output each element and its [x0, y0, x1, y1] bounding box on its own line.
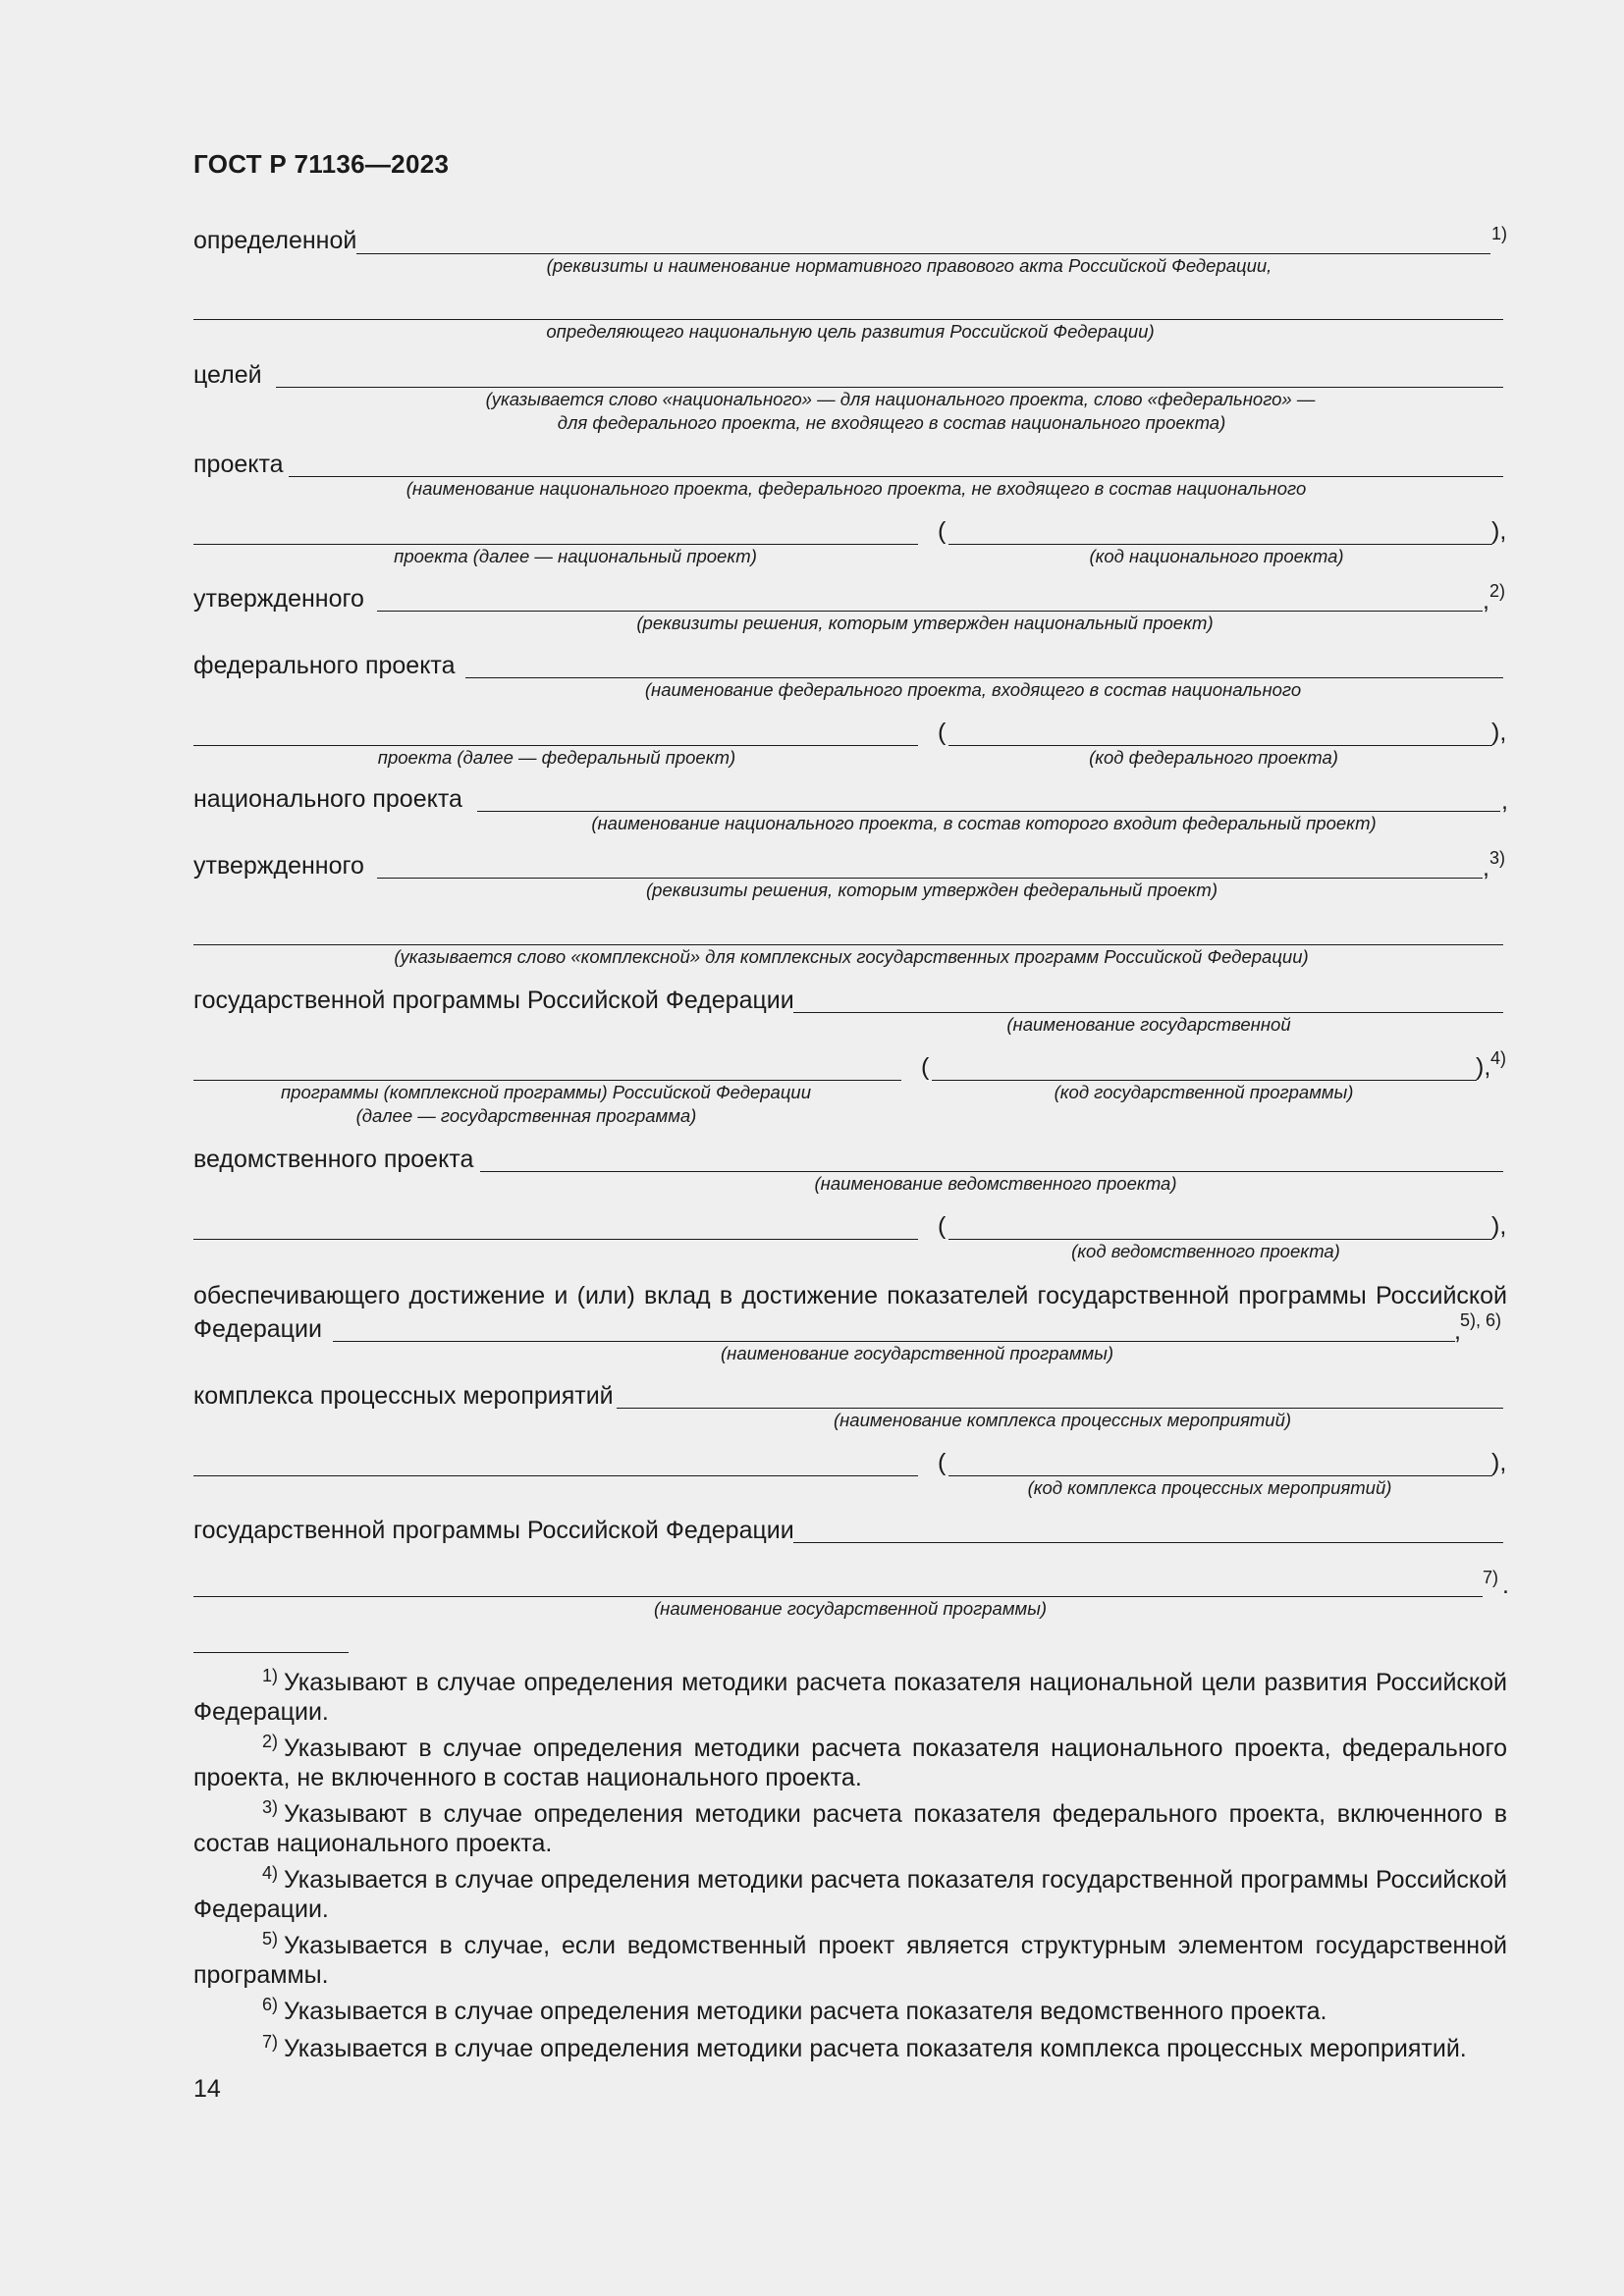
- caption-natsional-tsel: определяющего национальную цель развития Российской Федерации): [546, 321, 1155, 342]
- caption-slovo-natsionalnogo-2: для федерального проекта, не входящего в состав национального проекта): [557, 412, 1226, 433]
- field-tseley-line: [276, 387, 1503, 388]
- field-vp-name-line: [193, 1239, 918, 1240]
- paren-open: (: [938, 1449, 947, 1476]
- footnote-ref-7: 7): [1483, 1568, 1499, 1587]
- field-kpm-code-line: [948, 1475, 1492, 1476]
- field-gp-line: [793, 1012, 1503, 1013]
- footnote-ref-5-6: 5), 6): [1460, 1310, 1502, 1330]
- caption-naimenovanie-gp-3: (наименование государственной программы): [654, 1598, 1047, 1619]
- caption-gp-kompleksnoy: программы (комплексной программы) Российской Федерации: [281, 1082, 811, 1102]
- field-kompleksnoy-line: [193, 944, 1503, 945]
- footnote-1: $^{1)}$ Указывают в случае определения методики расчета показателя национальной цели развития Российской Федерации.: [193, 1666, 1507, 1726]
- field-np-fp-line: [477, 811, 1500, 812]
- footnote-ref-2: 2): [1489, 581, 1506, 601]
- caption-naimenovanie-gp-2: (наименование государственной программы): [721, 1343, 1113, 1363]
- label-federatsii: Федерации: [193, 1315, 322, 1343]
- label-kompleksa: комплекса процессных мероприятий: [193, 1382, 614, 1410]
- field-gp-code-line: [932, 1080, 1477, 1081]
- paren-close: ),: [1476, 1053, 1491, 1081]
- paren-open: (: [938, 517, 947, 545]
- paren-open: (: [921, 1053, 930, 1081]
- caption-naimenovanie-vp: (наименование ведомственного проекта): [814, 1173, 1177, 1194]
- label-opredelennoy: определенной: [193, 227, 357, 254]
- label-natsionalnogo-proekta: национального проекта: [193, 785, 462, 813]
- footnote-ref-1: 1): [1491, 224, 1508, 243]
- document-title: ГОСТ Р 71136—2023: [193, 149, 450, 179]
- field-kpm-name-line: [193, 1475, 918, 1476]
- caption-naimenovanie-gp: (наименование государственной: [1006, 1014, 1291, 1035]
- label-vedomstvennogo-proekta: ведомственного проекта: [193, 1146, 474, 1173]
- footnote-6: $^{6)}$ Указывается в случае определения методики расчета показателя ведомственного проекта.: [262, 1995, 1327, 2025]
- footnote-2: $^{2)}$ Указывают в случае определения методики расчета показателя национального проекта, федерального проекта, не включенного в состав национального проекта.: [193, 1732, 1507, 1791]
- field-kpm-line: [617, 1408, 1503, 1409]
- field-gp-kpm-line-2: [193, 1596, 1483, 1597]
- footnote-7: $^{7)}$ Указывается в случае определения методики расчета показателя комплекса процессных мероприятий.: [262, 2032, 1467, 2062]
- label-utverzhdennogo-2: утвержденного: [193, 852, 364, 880]
- caption-naimenovanie-kpm: (наименование комплекса процессных мероприятий): [833, 1410, 1292, 1430]
- caption-kod-fp: (код федерального проекта): [1089, 747, 1338, 768]
- caption-kod-gp: (код государственной программы): [1054, 1082, 1354, 1102]
- field-gp-kpm-line: [793, 1542, 1503, 1543]
- field-vp-code-line: [948, 1239, 1492, 1240]
- field-fp-name-line: [193, 745, 918, 746]
- paren-close: ),: [1491, 517, 1507, 545]
- label-gos-programmy-2: государственной программы Российской Федерации: [193, 1517, 794, 1544]
- page-number: 14: [193, 2075, 221, 2103]
- caption-kod-np: (код национального проекта): [1089, 546, 1344, 566]
- comma: ,: [1501, 787, 1508, 815]
- field-rekvizity-np-line: [377, 611, 1483, 612]
- comma: ,: [1483, 587, 1489, 614]
- paren-close: ),: [1491, 1449, 1507, 1476]
- caption-kod-kpm: (код комплекса процессных мероприятий): [1027, 1477, 1392, 1498]
- field-npa-line: [356, 253, 1490, 254]
- label-gos-programmy: государственной программы Российской Федерации: [193, 987, 794, 1014]
- footnote-5: $^{5)}$ Указывается в случае, если ведомственный проект является структурным элементом государственной программы.: [193, 1929, 1507, 1989]
- field-proekta-line: [289, 476, 1503, 477]
- caption-np-dalee: проекта (далее — национальный проект): [394, 546, 757, 566]
- label-obespechivayushchego: обеспечивающего достижение и (или) вклад в достижение показателей государственной программы Российской: [193, 1282, 1507, 1309]
- caption-np-v-sostav: (наименование национального проекта, в состав которого входит федеральный проект): [591, 813, 1377, 833]
- paren-open: (: [938, 719, 947, 746]
- footnote-ref-3: 3): [1489, 848, 1506, 868]
- footnote-ref-4: 4): [1490, 1048, 1507, 1068]
- caption-slovo-natsionalnogo: (указывается слово «национального» — для национального проекта, слово «федерального» —: [485, 389, 1316, 409]
- field-gp-vp-line: [333, 1341, 1455, 1342]
- field-np-name-line: [193, 544, 918, 545]
- label-federalnogo-proekta: федерального проекта: [193, 652, 456, 679]
- footnote-separator: [193, 1652, 349, 1653]
- footnote-3: $^{3)}$ Указывают в случае определения методики расчета показателя федерального проекта, включенного в состав национального проекта.: [193, 1797, 1507, 1857]
- period: .: [1502, 1572, 1509, 1599]
- caption-rekvizity-fp: (реквизиты решения, которым утвержден федеральный проект): [646, 880, 1218, 900]
- caption-kod-vp: (код ведомственного проекта): [1071, 1241, 1340, 1261]
- paren-open: (: [938, 1212, 947, 1240]
- caption-naimenovanie-np: (наименование национального проекта, федерального проекта, не входящего в состав национального: [406, 478, 1307, 499]
- field-fp-code-line: [948, 745, 1492, 746]
- field-vp-line: [480, 1171, 1503, 1172]
- comma: ,: [1483, 854, 1489, 881]
- field-rekvizity-fp-line: [377, 878, 1483, 879]
- field-gp-name-line: [193, 1080, 901, 1081]
- comma: ,: [1454, 1317, 1461, 1345]
- footnote-4: $^{4)}$ Указывается в случае определения методики расчета показателя государственной программы Российской Федерации.: [193, 1863, 1507, 1923]
- label-utverzhdennogo: утвержденного: [193, 585, 364, 613]
- caption-gp-dalee: (далее — государственная программа): [355, 1105, 697, 1126]
- paren-close: ),: [1491, 1212, 1507, 1240]
- field-np-code-line: [948, 544, 1492, 545]
- caption-npa: (реквизиты и наименование нормативного правового акта Российской Федерации,: [546, 255, 1272, 276]
- caption-fp-dalee: проекта (далее — федеральный проект): [377, 747, 736, 768]
- field-npa-line-2: [193, 319, 1503, 320]
- caption-rekvizity-np: (реквизиты решения, которым утвержден национальный проект): [636, 613, 1214, 633]
- caption-slovo-kompleksnoy: (указывается слово «комплексной» для комплексных государственных программ Российской Федерации): [394, 946, 1309, 967]
- caption-naimenovanie-fp: (наименование федерального проекта, входящего в состав национального: [644, 679, 1302, 700]
- label-proekta: проекта: [193, 451, 284, 478]
- field-fp-line: [465, 677, 1503, 678]
- label-tseley: целей: [193, 361, 262, 389]
- paren-close: ),: [1491, 719, 1507, 746]
